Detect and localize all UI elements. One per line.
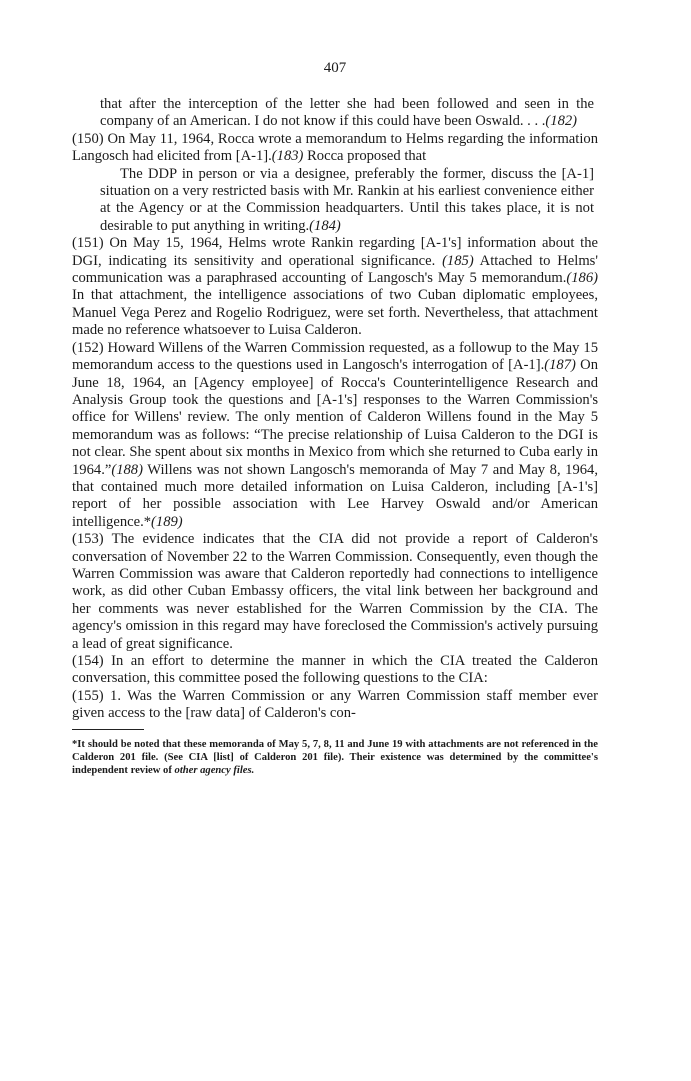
citation: (188) bbox=[111, 461, 143, 478]
footnote: *It should be noted that these memoranda of May 5, 7, 8, 11 and June 19 with attachments are not referenced in the Calderon 201 file. (See CIA [list] of Calderon 201 file). Their existence was determined by the committee's independent review of other agency files. bbox=[72, 738, 598, 776]
paragraph-151: (151) On May 15, 1964, Helms wrote Rankin regarding [A-1's] information about the DGI, indicating its sensitivity and operational significance. (185) Attached to Helms' communication was a paraphrased accounting of Langosch's May 5 memorandum.(186) In that attachment, the intelligence associations of two Cuban diplomatic employees, Manuel Vega Perez and Rogelio Rodriguez, were set forth. Nevertheless, that attachment made no reference whatsoever to Luisa Calderon. bbox=[72, 235, 598, 339]
block-quote: The DDP in person or via a designee, preferably the former, discuss the [A-1] situation on a very restricted basis with Mr. Rankin at his earliest convenience either at the Agency or at the Commission headquarters. Until this takes place, it is not desirable to put anything in writing.(184) bbox=[100, 165, 594, 234]
citation: (189) bbox=[151, 513, 183, 530]
citation: (183) bbox=[271, 148, 304, 165]
paragraph-153: (153) The evidence indicates that the CIA did not provide a report of Calderon's conversation of November 22 to the Warren Commission. Consequently, even though the Warren Commission was aware that Calderon reportedly had connections to intelligence work, as did other Cuban Embassy officers, the vital link between her background and her comments was never established for the Warren Commission by the CIA. The agency's omission in this regard may have foreclosed the Commission's actively pursuing a lead of great significance. bbox=[72, 531, 598, 652]
paragraph-152: (152) Howard Willens of the Warren Commission requested, as a followup to the May 15 memorandum access to the questions used in Langosch's interrogation of [A-1].(187) On June 18, 1964, an [Agency employee] of Rocca's Counterintelligence Research and Analysis Group took the questions and [A-1's] responses to the Warren Commission's office for Willens' review. The only mention of Calderon Willens found in the May 5 memorandum was as follows: “The precise relationship of Luisa Calderon to the DGI is not clear. She spent about six months in Mexico from which she returned to Cuba early in 1964.”(188) Willens was not shown Langosch's memoranda of May 7 and May 8, 1964, that contained much more detailed information on Luisa Calderon, including [A-1's] report of her possible association with Lee Harvey Oswald and/or American intelligence.*(189) bbox=[72, 339, 599, 530]
paragraph-154: (154) In an effort to determine the manner in which the CIA treated the Calderon conversation, this committee posed the following questions to the CIA: bbox=[72, 653, 598, 687]
footnote-divider bbox=[72, 729, 144, 730]
citation: (187) bbox=[544, 357, 576, 374]
citation: (185) bbox=[442, 252, 474, 269]
paragraph-155: (155) 1. Was the Warren Commission or any Warren Commission staff member ever given access to the [raw data] of Calderon's con- bbox=[72, 687, 598, 722]
citation: (184) bbox=[309, 217, 341, 234]
quote-continued: that after the interception of the letter she had been followed and seen in the company of an American. I do not know if this could have been Oswald. . . .(182) bbox=[100, 96, 594, 130]
page-number: 407 bbox=[323, 60, 347, 76]
paragraph-150: (150) On May 11, 1964, Rocca wrote a memorandum to Helms regarding the information Langosch had elicited from [A-1].(183) Rocca proposed that bbox=[72, 130, 598, 165]
citation: (186) bbox=[566, 270, 598, 287]
citation: (182) bbox=[545, 113, 578, 130]
page-body bbox=[72, 96, 598, 777]
